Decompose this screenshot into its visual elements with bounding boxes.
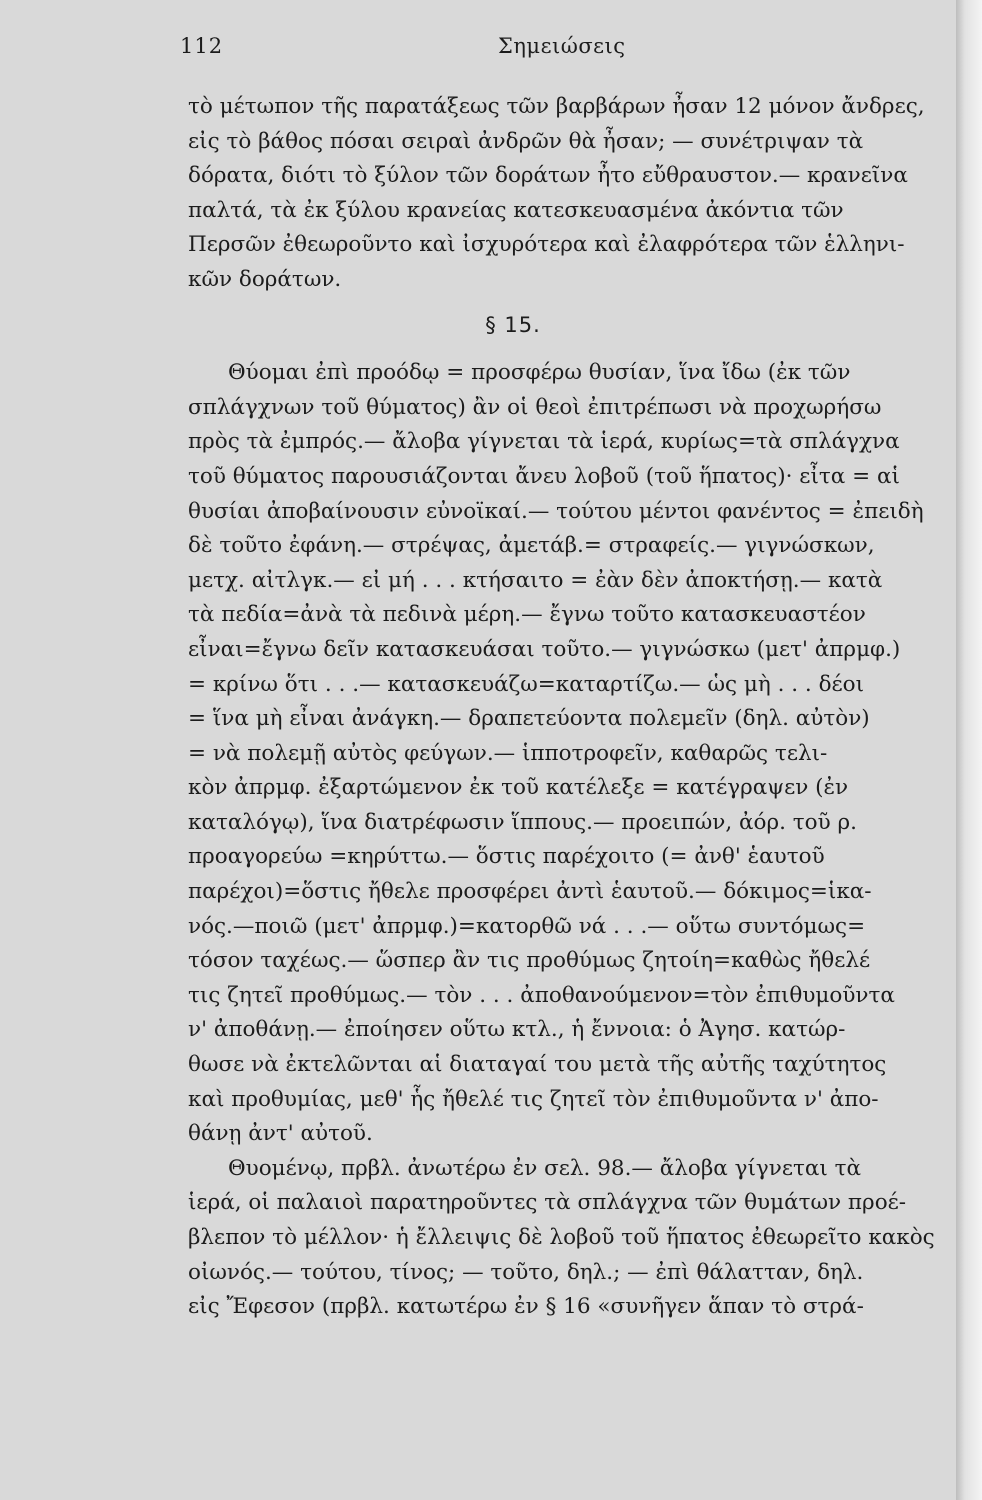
text-line: θυσίαι ἀποβαίνουσιν εὐνοϊκαί.— τούτου μέντοι φανέντος = ἐπειδὴ: [188, 498, 924, 524]
text-line: τις ζητεῖ προθύμως.— τὸν . . . ἀποθανούμενον=τὸν ἐπιθυμοῦντα: [188, 982, 895, 1008]
section-heading: § 15.: [485, 312, 541, 337]
text-line: θάνῃ ἀντ' αὐτοῦ.: [188, 1121, 373, 1147]
paragraph-3: [188, 1152, 958, 1325]
text-line: Θυομένῳ, πρβλ. ἀνωτέρω ἐν σελ. 98.— ἄλοβα γίγνεται τὰ: [228, 1155, 862, 1181]
text-line: εἰς Ἔφεσον (πρβλ. κατωτέρω ἐν § 16 «συνῆγεν ἅπαν τὸ στρά-: [188, 1294, 864, 1320]
text-line: τὸ μέτωπον τῆς παρατάξεως τῶν βαρβάρων ἦσαν 12 μόνον ἄνδρες,: [188, 94, 925, 119]
text-line: προαγορεύω =κηρύττω.— ὅστις παρέχοιτο (= ἀνθ' ἑαυτοῦ: [188, 844, 825, 870]
text-line: ν' ἀποθάνῃ.— ἐποίησεν οὕτω κτλ., ἡ ἔννοια: ὁ Ἀγησ. κατώρ-: [188, 1017, 846, 1043]
text-line: = νὰ πολεμῇ αὐτὸς φεύγων.— ἱπποτροφεῖν, καθαρῶς τελι-: [188, 740, 828, 766]
text-line: = ἵνα μὴ εἶναι ἀνάγκη.— δραπετεύοντα πολεμεῖν (δηλ. αὐτὸν): [188, 706, 870, 732]
text-line: δόρατα, διότι τὸ ξύλον τῶν δοράτων ἦτο εὔθραυστον.— κρανεῖνα: [188, 163, 908, 189]
text-line: τόσον ταχέως.— ὥσπερ ἂν τις προθύμως ζητοίη=καθὼς ἤθελέ: [188, 948, 871, 974]
text-line: δὲ τοῦτο ἐφάνη.— στρέψας, ἀμετάβ.= στραφείς.— γιγνώσκων,: [188, 533, 875, 559]
text-line: παρέχοι)=ὅστις ἤθελε προσφέρει ἀντὶ ἑαυτοῦ.— δόκιμος=ἱκα-: [188, 879, 872, 905]
text-line: κὸν ἀπρμφ. ἐξαρτώμενον ἐκ τοῦ κατέλεξε = κατέγραψεν (ἐν: [188, 775, 849, 801]
text-line: εἶναι=ἔγνω δεῖν κατασκευάσαι τοῦτο.— γιγνώσκω (μετ' ἀπρμφ.): [188, 636, 901, 662]
text-line: νός.—ποιῶ (μετ' ἀπρμφ.)=κατορθῶ νά . . .— οὕτω συντόμως=: [188, 913, 866, 939]
text-line: ἱερά, οἱ παλαιοὶ παρατηροῦντες τὰ σπλάγχνα τῶν θυμάτων προέ-: [188, 1190, 907, 1216]
text-line: πρὸς τὰ ἐμπρός.— ἄλοβα γίγνεται τὰ ἱερά, κυρίως=τὰ σπλάγχνα: [188, 429, 900, 455]
text-line: κῶν δοράτων.: [188, 266, 342, 292]
text-line: Θύομαι ἐπὶ προόδῳ = προσφέρω θυσίαν, ἵνα ἴδω (ἐκ τῶν: [228, 360, 851, 386]
text-line: σπλάγχνων τοῦ θύματος) ἂν οἱ θεοὶ ἐπιτρέπωσι νὰ προχωρήσω: [188, 394, 882, 420]
notes-text: [188, 90, 958, 1325]
paragraph-1: [188, 90, 958, 298]
text-line: βλεπον τὸ μέλλον· ἡ ἔλλειψις δὲ λοβοῦ τοῦ ἥπατος ἐθεωρεῖτο κακὸς: [188, 1225, 935, 1250]
page-edge-shadow: [956, 0, 982, 1500]
text-line: καὶ προθυμίας, μεθ' ἧς ἤθελέ τις ζητεῖ τὸν ἐπιθυμοῦντα ν' ἀπο-: [188, 1086, 879, 1112]
text-line: παλτά, τὰ ἐκ ξύλου κρανείας κατεσκευασμένα ἀκόντια τῶν: [188, 197, 844, 223]
text-line: θωσε νὰ ἐκτελῶνται αἱ διαταγαί του μετὰ τῆς αὐτῆς ταχύτητος: [188, 1052, 887, 1078]
text-line: τὰ πεδία=ἀνὰ τὰ πεδινὰ μέρη.— ἔγνω τοῦτο κατασκευαστέον: [188, 602, 866, 628]
text-line: Περσῶν ἐθεωροῦντο καὶ ἰσχυρότερα καὶ ἐλαφρότερα τῶν ἑλληνι-: [188, 232, 905, 258]
text-line: = κρίνω ὅτι . . .— κατασκευάζω=καταρτίζω.— ὡς μὴ . . . δέοι: [188, 671, 865, 697]
page-number: 112: [180, 34, 224, 58]
paragraph-2: [188, 356, 958, 1152]
running-head: Σημειώσεις: [498, 34, 626, 58]
text-line: οἰωνός.— τούτου, τίνος; — τοῦτο, δηλ.; — ἐπὶ θάλατταν, δηλ.: [188, 1259, 864, 1285]
text-line: εἰς τὸ βάθος πόσαι σειραὶ ἀνδρῶν θὰ ἦσαν; — συνέτριψαν τὰ: [188, 128, 864, 154]
page-header: [180, 34, 860, 66]
text-line: καταλόγῳ), ἵνα διατρέφωσιν ἵππους.— προειπών, ἀόρ. τοῦ ρ.: [188, 809, 857, 835]
text-line: τοῦ θύματος παρουσιάζονται ἄνευ λοβοῦ (τοῦ ἥπατος)· εἶτα = αἱ: [188, 463, 900, 489]
text-line: μετχ. αἰτλγκ.— εἰ μή . . . κτήσαιτο = ἐὰν δὲν ἀποκτήσῃ.— κατὰ: [188, 567, 883, 593]
